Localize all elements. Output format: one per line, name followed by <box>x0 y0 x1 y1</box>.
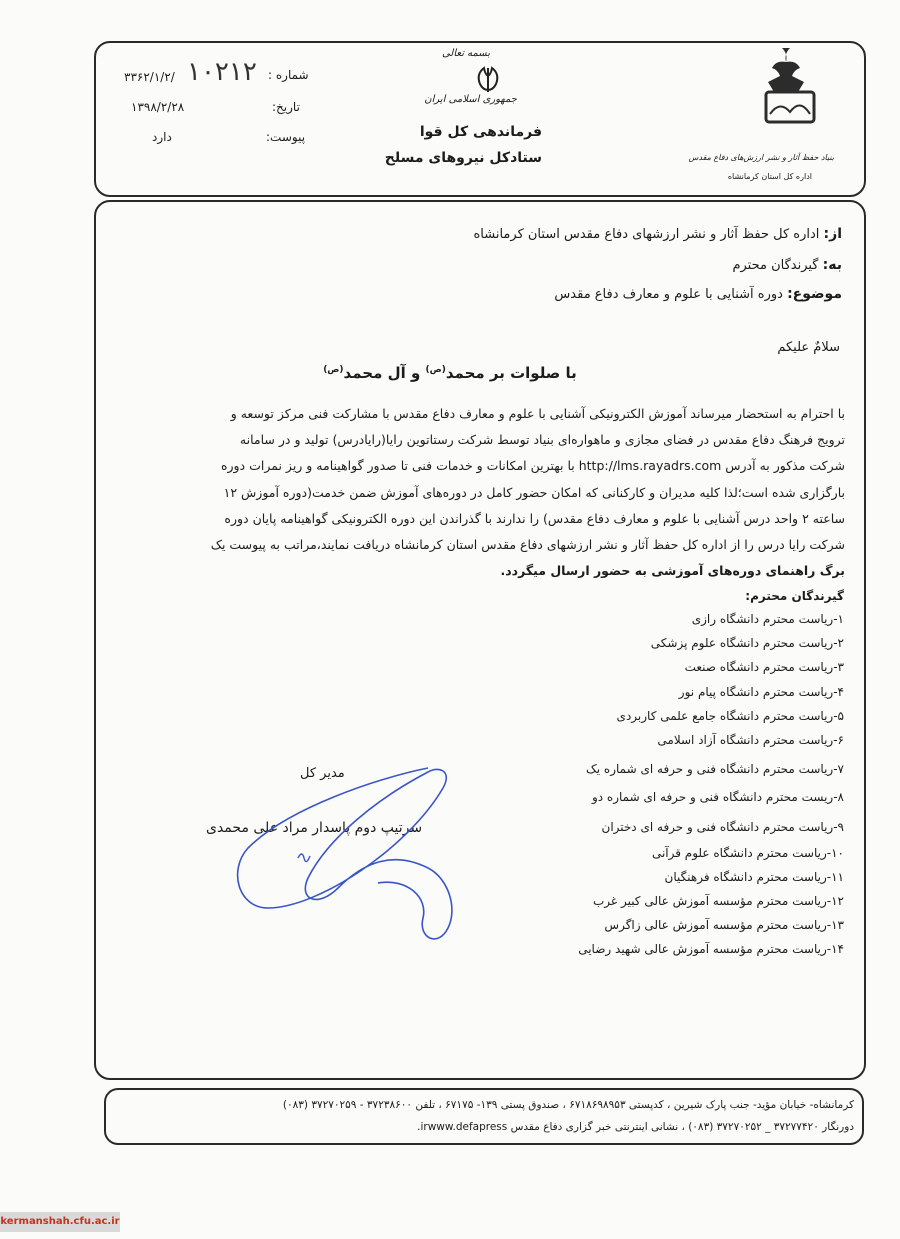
para-line: ترویج فرهنگ دفاع مقدس در فضای مجازی و ماهواره‌ای بنیاد توسط شرکت رستاتوین رایا(رایادرس) تولید و در سامانه <box>239 432 845 447</box>
para-line: بارگزاری شده است؛لذا کلیه مدیران و کارکنانی که امکان حضور کامل در دوره‌های آموزش ضمن خدمت(دوره آموزش ۱۲ <box>223 485 845 500</box>
country-name: جمهوری اسلامی ایران <box>424 94 517 105</box>
recipient-item: ۱۰-ریاست محترم دانشگاه علوم قرآنی <box>651 846 844 860</box>
to-value: گیرندگان محترم <box>732 258 819 273</box>
salavat-text-a: با صلوات بر محمد <box>445 364 577 382</box>
number-label: شماره : <box>268 68 309 82</box>
salavat-line <box>0 364 900 382</box>
recipients-title: گیرندگان محترم: <box>745 589 844 603</box>
number-value: ۳۳۶۲/۱/۲/ <box>124 70 175 84</box>
recipient-item: ۹-ریاست محترم دانشگاه فنی و حرفه ای دختران <box>601 820 844 834</box>
para-line: برگ راهنمای دوره‌های آموزشی به حضور ارسال میگردد. <box>500 563 845 578</box>
subject-label: موضوع: <box>787 286 842 302</box>
recipient-item: ۶-ریاست محترم دانشگاه آزاد اسلامی <box>657 733 844 747</box>
recipient-item: ۱-ریاست محترم دانشگاه رازی <box>691 612 844 626</box>
recipient-item: ۵-ریاست محترم دانشگاه جامع علمی کاربردی <box>616 709 844 723</box>
attachment-label: پیوست: <box>266 130 306 144</box>
subject-row <box>554 286 842 302</box>
greeting: سلامٌ علیکم <box>777 340 840 355</box>
recipient-item: ۲-ریاست محترم دانشگاه علوم پزشکی <box>650 636 844 650</box>
salavat-sup-a: (ص) <box>425 365 446 375</box>
from-label: از: <box>823 226 842 242</box>
recipient-item: ۱۴-ریاست محترم مؤسسه آموزش عالی شهید رضایی <box>578 942 844 956</box>
signature-mark <box>228 758 460 954</box>
para-line: ساعته ۲ واحد درس آشنایی با علوم و معارف دفاع مقدس) را ندارند با گذراندن این دوره الکترونیکی گواهینامه پایان دوره <box>224 511 845 526</box>
recipient-item: ۳-ریاست محترم دانشگاه صنعت <box>684 660 844 674</box>
salavat-sup-b: (ص) <box>323 365 344 375</box>
logo-subcaption: اداره کل استان کرمانشاه <box>727 172 812 181</box>
footer-contact: دورنگار ۳۷۲۷۷۴۲۰ _ ۳۷۲۷۰۲۵۲ (۰۸۳) ، نشانی اینترنتی خبر گزاری دفاع مقدس irwww.defapress. <box>417 1121 854 1133</box>
foundation-logo-icon <box>752 44 828 148</box>
subject-value: دوره آشنایی با علوم و معارف دفاع مقدس <box>554 287 783 302</box>
para-line: با احترام به استحضار میرساند آموزش الکترونیکی آشنایی با علوم و معارف دفاع مقدس با مشارکت فنی مرکز توسعه و <box>230 406 845 421</box>
signer-title: مدیر کل <box>300 766 345 781</box>
footer-frame <box>104 1088 864 1145</box>
recipient-item: ۱۲-ریاست محترم مؤسسه آموزش عالی کبیر غرب <box>592 894 844 908</box>
signer-name: سرتیپ دوم پاسدار مراد علی محمدی <box>206 820 423 836</box>
date-value: ۱۳۹۸/۲/۲۸ <box>131 100 185 114</box>
recipient-item: ۱۱-ریاست محترم دانشگاه فرهنگیان <box>664 870 844 884</box>
number-handwritten: ۱۰۲۱۲ <box>187 57 257 87</box>
para-line: شرکت مذکور به آدرس http://lms.rayadrs.com با بهترین امکانات و خدمات فنی تا صدور گواهینامه و ریز نمرات دوره <box>220 458 845 473</box>
from-value: اداره کل حفظ آثار و نشر ارزشهای دفاع مقدس استان کرمانشاه <box>473 227 820 242</box>
attachment-value: دارد <box>152 130 172 144</box>
source-watermark: kermanshah.cfu.ac.ir <box>0 1212 120 1232</box>
from-row <box>473 226 842 242</box>
recipient-item: ۸-ریست محترم دانشگاه فنی و حرفه ای شماره دو <box>591 790 844 804</box>
para-line: شرکت رایا درس را از اداره کل حفظ آثار و نشر ارزشهای دفاع مقدس استان کرمانشاه دریافت نمایند،مراتب به پیوست یک <box>210 537 845 552</box>
org-line-1: فرماندهی کل قوا <box>419 124 542 140</box>
logo-caption: بنیاد حفظ آثار و نشر ارزش‌های دفاع مقدس <box>688 153 834 162</box>
to-label: به: <box>822 257 842 273</box>
recipient-item: ۷-ریاست محترم دانشگاه فنی و حرفه ای شماره یک <box>586 762 844 776</box>
salavat-text-b: و آل محمد <box>343 364 426 382</box>
bismillah: بسمه تعالی <box>441 48 490 59</box>
recipient-item: ۱۳-ریاست محترم مؤسسه آموزش عالی زاگرس <box>604 918 844 932</box>
recipient-item: ۴-ریاست محترم دانشگاه پیام نور <box>678 685 844 699</box>
org-line-2: ستادکل نیروهای مسلح <box>384 150 542 166</box>
date-label: تاریخ: <box>272 100 300 114</box>
footer-address: کرمانشاه- خیابان مؤید- جنب پارک شیرین ، کدپستی ۶۷۱۸۶۹۸۹۵۳ ، صندوق پستی ۱۳۹- ۶۷۱۷۵ ، تلفن ۳۷۲۳۸۶۰۰ - ۳۷۲۷۰۲۵۹ (۰۸۳) <box>282 1099 854 1111</box>
to-row <box>732 257 842 273</box>
